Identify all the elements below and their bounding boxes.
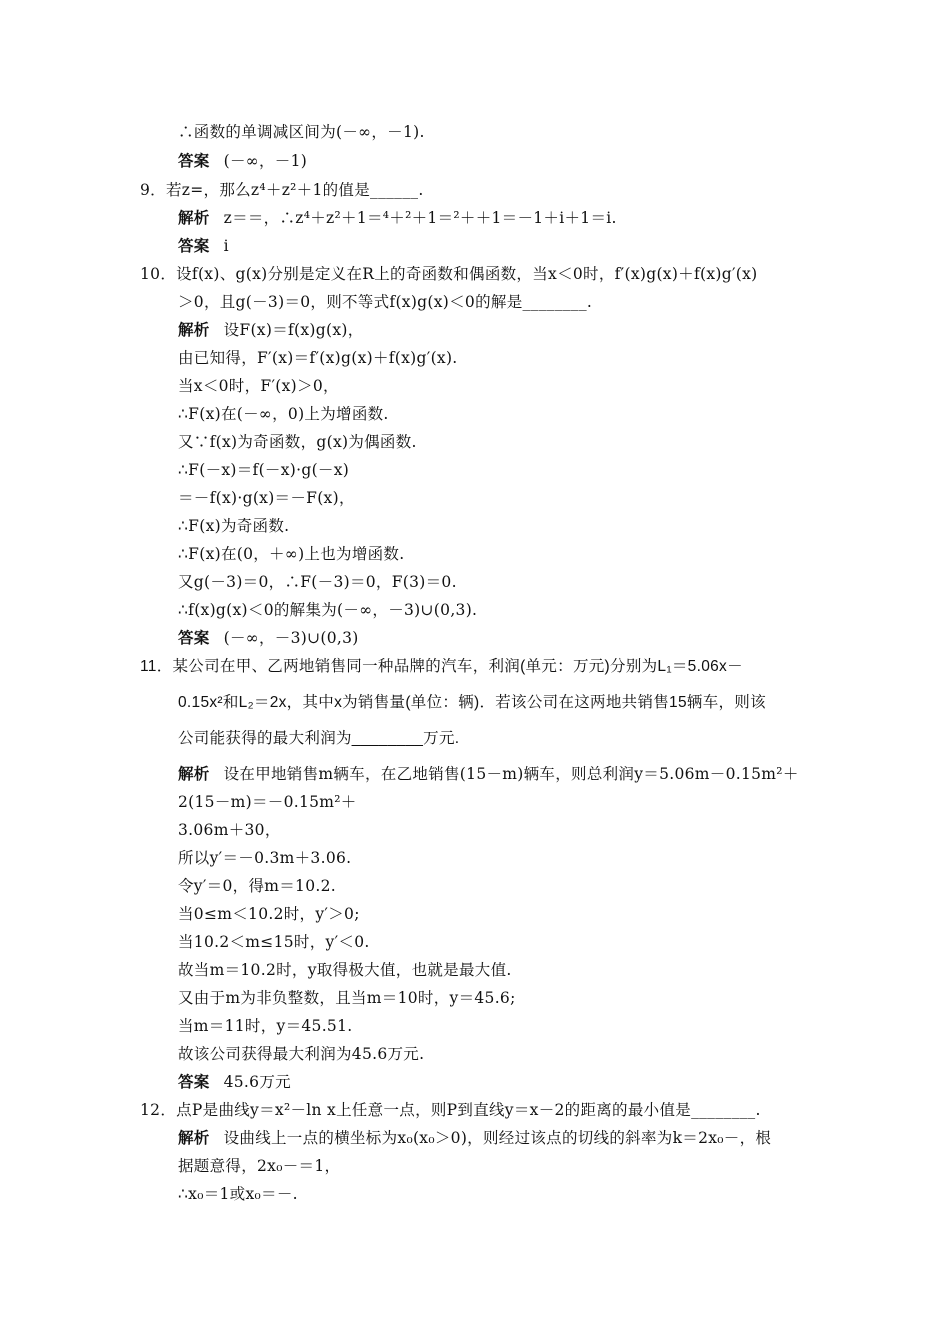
answer-line: 答案 45.6万元 (178, 1073, 291, 1091)
text-line: 当0≤m＜10.2时，y′＞0; (178, 905, 360, 923)
analysis-label: 解析 (178, 209, 210, 227)
text-line: 公司能获得的最大利润为________万元. (178, 730, 460, 747)
text-line: ∴F(x)在(0，＋∞)上也为增函数. (178, 545, 405, 563)
text-line: ∴f(x)g(x)＜0的解集为(－∞，－3)∪(0,3). (178, 601, 478, 619)
question-11: 11．某公司在甲、乙两地销售同一种品牌的汽车，利润(单元：万元)分别为L₁＝5.06x－ (140, 658, 743, 675)
text-line: 据题意得，2x₀－＝1， (178, 1157, 341, 1175)
text-line: 当m＝11时，y＝45.51. (178, 1017, 353, 1035)
analysis-line: 解析 设F(x)＝f(x)g(x)， (178, 321, 364, 339)
answer-line: 答案 (－∞，－1) (178, 152, 308, 170)
text-line: ∴函数的单调减区间为(－∞，－1). (178, 123, 425, 141)
answer-label: 答案 (178, 1073, 210, 1091)
analysis-label: 解析 (178, 765, 210, 783)
text-line: 3.06m＋30， (178, 821, 281, 839)
text-line: 故该公司获得最大利润为45.6万元. (178, 1045, 425, 1063)
answer-label: 答案 (178, 237, 210, 255)
text-line: ∴F(x)在(－∞，0)上为增函数. (178, 405, 389, 423)
text-line: 故当m＝10.2时，y取得极大值，也就是最大值. (178, 961, 512, 979)
text-line: ∴F(x)为奇函数. (178, 517, 290, 535)
question-12: 12．点P是曲线y＝x²－ln x上任意一点，则P到直线y＝x－2的距离的最小值是________. (140, 1101, 761, 1119)
text-line: 2(15－m)＝－0.15m²＋ (178, 793, 357, 811)
text-line: 当10.2＜m≤15时，y′＜0. (178, 933, 370, 951)
question-9: 9．若z=，那么z⁴＋z²＋1的值是______. (140, 181, 424, 199)
answer-line: 答案 (－∞，－3)∪(0,3) (178, 629, 359, 647)
analysis-label: 解析 (178, 321, 210, 339)
question-10: 10．设f(x)、g(x)分别是定义在R上的奇函数和偶函数，当x＜0时，f′(x)g(x)＋f(x)g′(x) (140, 265, 758, 283)
text-line: 当x＜0时，F′(x)＞0， (178, 377, 339, 395)
answer-label: 答案 (178, 152, 210, 170)
text-line: 又由于m为非负整数，且当m＝10时，y＝45.6; (178, 989, 516, 1007)
text-line: 0.15x²和L₂＝2x，其中x为销售量(单位：辆)．若该公司在这两地共销售15辆车，则该 (178, 694, 766, 711)
text-line: 又g(－3)＝0，∴F(－3)＝0，F(3)＝0. (178, 573, 457, 591)
analysis-line: 解析 设在甲地销售m辆车，在乙地销售(15－m)辆车，则总利润y＝5.06m－0.15m²＋ (178, 765, 799, 783)
analysis-label: 解析 (178, 1129, 210, 1147)
text-line: ∴x₀＝1或x₀＝－. (178, 1185, 298, 1203)
text-line: ∴F(－x)＝f(－x)·g(－x) (178, 461, 350, 479)
analysis-line: 解析 z＝＝，∴z⁴＋z²＋1＝⁴＋²＋1＝²＋＋1＝－1＋i＋1＝i. (178, 209, 617, 227)
analysis-line: 解析 设曲线上一点的横坐标为x₀(x₀＞0)，则经过该点的切线的斜率为k＝2x₀－，根 (178, 1129, 772, 1147)
answer-label: 答案 (178, 629, 210, 647)
text-line: 令y′＝0，得m＝10.2. (178, 877, 336, 895)
text-line: ＝－f(x)·g(x)＝－F(x)， (178, 489, 355, 507)
text-line: 所以y′＝－0.3m＋3.06. (178, 849, 352, 867)
text-line: ＞0，且g(－3)＝0，则不等式f(x)g(x)＜0的解是________. (178, 293, 593, 311)
text-line: 又∵f(x)为奇函数，g(x)为偶函数. (178, 433, 417, 451)
text-line: 由已知得，F′(x)＝f′(x)g(x)＋f(x)g′(x). (178, 349, 458, 367)
answer-line: 答案 i (178, 237, 229, 255)
